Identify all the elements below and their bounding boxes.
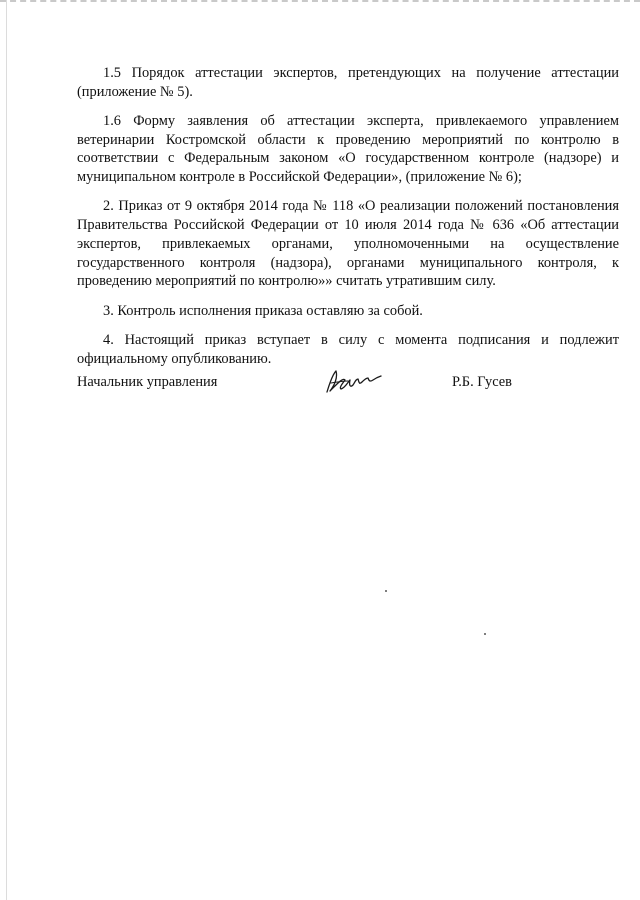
paragraph-3: 3. Контроль исполнения приказа оставляю за собой. [103, 302, 423, 319]
scan-left-edge [6, 0, 7, 900]
signatory-position: Начальник управления [77, 374, 218, 390]
scan-top-edge [0, 0, 640, 2]
paragraph-4: 4. Настоящий приказ вступает в силу с момента подписания и подлежит официальному опубликованию. [77, 331, 619, 367]
paragraph-2: 2. Приказ от 9 октября 2014 года № 118 «О реализации положений постановления Правительства Российской Федерации от 10 июля 2014 года № 636 «Об аттестации экспертов, привлекаемых органами, уполномоченными на осуществление государственного контроля (надзора), органами муниципального контроля, к проведению мероприятий по контролю»» считать утратившим силу. [77, 198, 619, 290]
paragraph-1-5: 1.5 Порядок аттестации экспертов, претендующих на получение аттестации (приложение № 5). [77, 65, 619, 100]
scan-speck [484, 633, 486, 635]
scan-speck [385, 590, 387, 592]
signature-block [77, 368, 619, 398]
handwritten-signature [321, 368, 383, 396]
signatory-name: Р.Б. Гусев [452, 374, 512, 390]
document-body [77, 64, 619, 379]
paragraph-1-6: 1.6 Форму заявления об аттестации эксперта, привлекаемого управлением ветеринарии Костромской области к проведению мероприятий по контролю в соответствии с Федеральным законом «О государственном контроле (надзоре) и муниципальном контроле в Российской Федерации», (приложение № 6); [77, 113, 619, 186]
